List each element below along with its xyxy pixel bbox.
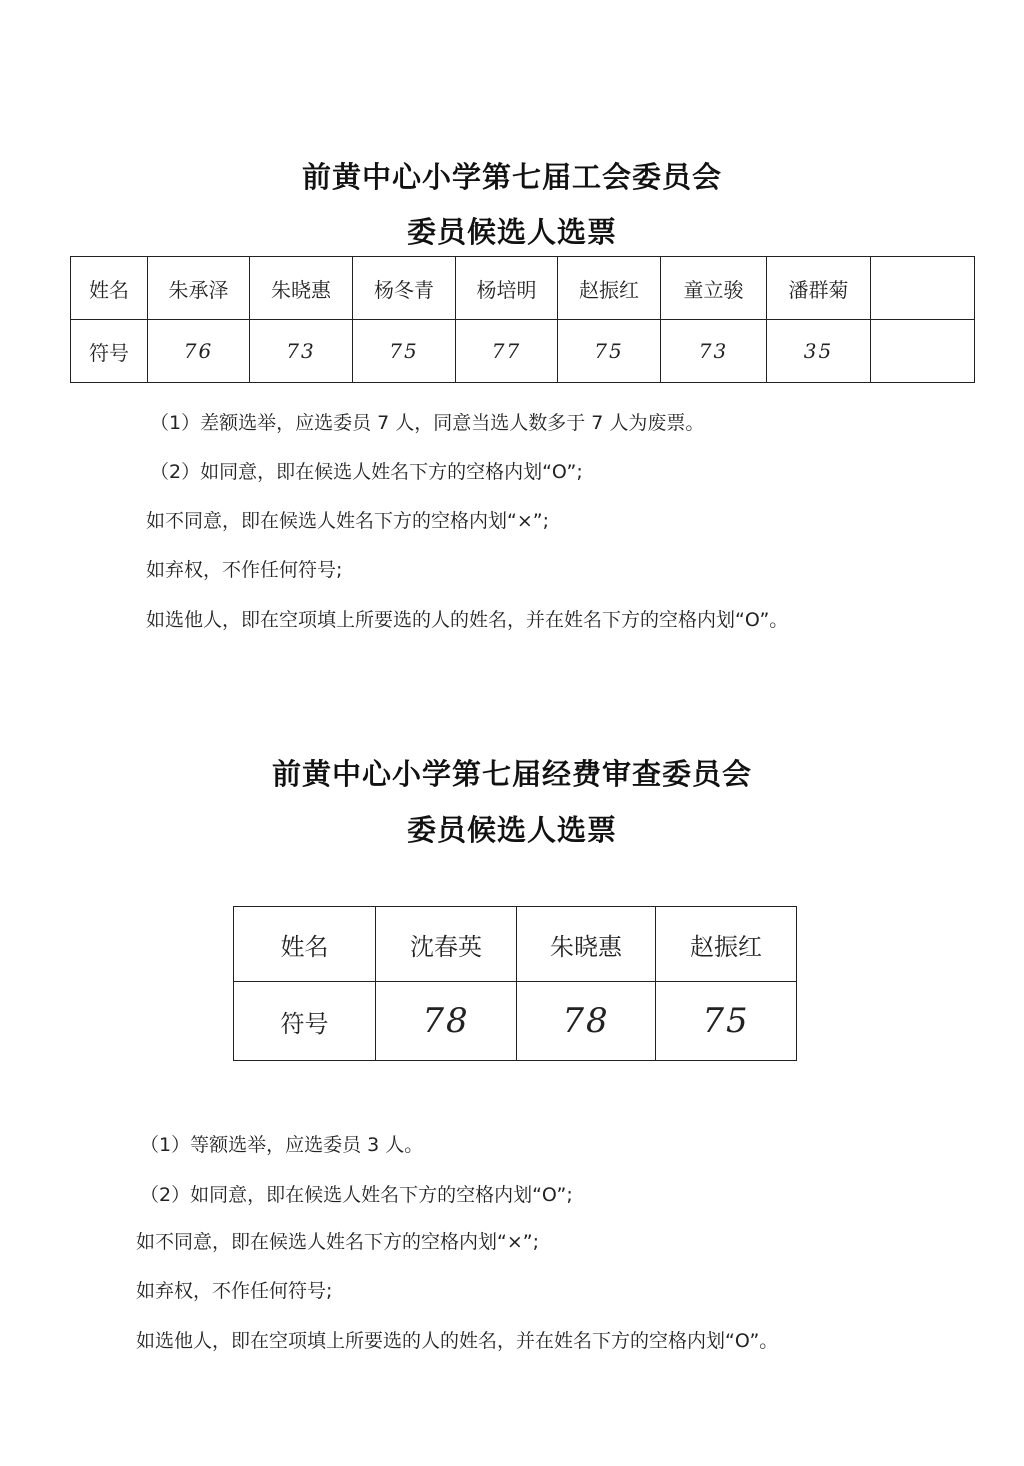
candidate-name: 朱晓惠	[517, 907, 656, 982]
ballot1-note: 如弃权，不作任何符号;	[146, 559, 343, 581]
handwritten-mark[interactable]: 75	[353, 320, 456, 383]
candidate-name: 朱晓惠	[250, 257, 353, 320]
ballot1-mark-row	[71, 320, 975, 383]
row-label-mark: 符号	[234, 982, 376, 1061]
candidate-name: 赵振红	[558, 257, 661, 320]
ballot2-subtitle: 委员候选人选票	[406, 813, 617, 847]
handwritten-mark[interactable]: 75	[656, 982, 797, 1061]
ballot2-note: 如选他人，即在空项填上所要选的人的姓名，并在姓名下方的空格内划“O”。	[136, 1330, 779, 1352]
ballot2-note: 如不同意，即在候选人姓名下方的空格内划“×”;	[136, 1231, 540, 1253]
ballot2-note: 如弃权，不作任何符号;	[136, 1280, 333, 1302]
handwritten-mark[interactable]: 35	[767, 320, 871, 383]
handwritten-mark[interactable]: 73	[250, 320, 353, 383]
handwritten-mark-blank[interactable]	[871, 320, 975, 383]
ballot1-note: （1）差额选举，应选委员 7 人，同意当选人数多于 7 人为废票。	[150, 412, 705, 434]
ballot2-name-row	[234, 907, 797, 982]
candidate-name: 童立骏	[661, 257, 767, 320]
candidate-name: 赵振红	[656, 907, 797, 982]
candidate-name-blank[interactable]	[871, 257, 975, 320]
ballot1-note: （2）如同意，即在候选人姓名下方的空格内划“O”;	[150, 461, 583, 483]
handwritten-mark[interactable]: 78	[517, 982, 656, 1061]
ballot1-table	[70, 256, 975, 383]
ballot1-note: 如不同意，即在候选人姓名下方的空格内划“×”;	[146, 510, 550, 532]
ballot1-title: 前黄中心小学第七届工会委员会	[301, 160, 722, 194]
ballot2-title: 前黄中心小学第七届经费审查委员会	[271, 757, 752, 791]
handwritten-mark[interactable]: 73	[661, 320, 767, 383]
candidate-name: 潘群菊	[767, 257, 871, 320]
candidate-name: 杨培明	[456, 257, 558, 320]
row-label-mark: 符号	[71, 320, 148, 383]
row-label-name: 姓名	[71, 257, 148, 320]
row-label-name: 姓名	[234, 907, 376, 982]
handwritten-mark[interactable]: 78	[376, 982, 517, 1061]
candidate-name: 朱承泽	[148, 257, 250, 320]
handwritten-mark[interactable]: 75	[558, 320, 661, 383]
candidate-name: 杨冬青	[353, 257, 456, 320]
candidate-name: 沈春英	[376, 907, 517, 982]
handwritten-mark[interactable]: 76	[148, 320, 250, 383]
ballot1-subtitle: 委员候选人选票	[406, 215, 617, 249]
ballot1-name-row	[71, 257, 975, 320]
ballot2-note: （1）等额选举，应选委员 3 人。	[140, 1134, 424, 1156]
ballot1-note: 如选他人，即在空项填上所要选的人的姓名，并在姓名下方的空格内划“O”。	[146, 609, 789, 631]
ballot2-mark-row	[234, 982, 797, 1061]
ballot2-note: （2）如同意，即在候选人姓名下方的空格内划“O”;	[140, 1184, 573, 1206]
ballot2-table	[233, 906, 797, 1061]
handwritten-mark[interactable]: 77	[456, 320, 558, 383]
